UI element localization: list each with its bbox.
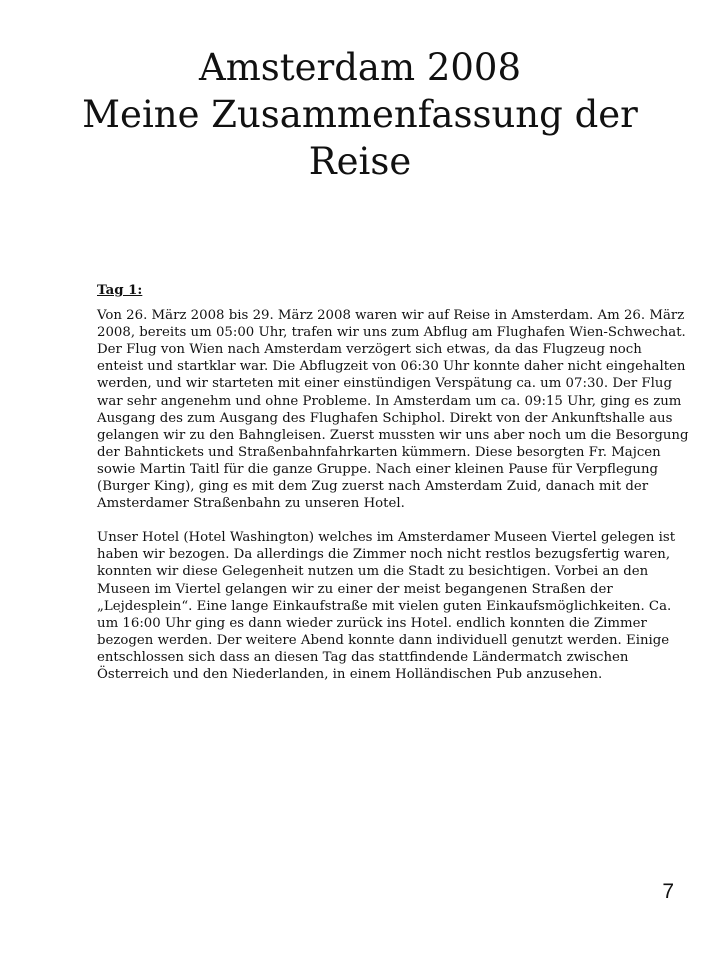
section-heading: Tag 1: bbox=[97, 283, 143, 298]
document-title bbox=[0, 44, 720, 185]
paragraph-1: Von 26. März 2008 bis 29. März 2008 waren wir auf Reise in Amsterdam. Am 26. März 2008, bereits um 05:00 Uhr, trafen wir uns zum Abflug am Flughafen Wien-Schwechat. Der Flug von Wien nach Amsterdam verzögert sich etwas, da das Flugzeug noch enteist und startklar war. Die Abflugzeit von 06:30 Uhr konnte daher nicht eingehalten werden, und wir starteten mit einer einstündigen Verspätung ca. um 07:30. Der Flug war sehr angenehm und ohne Probleme. In Amsterdam um ca. 09:15 Uhr, ging es zum Ausgang des zum Ausgang des Flughafen Schiphol. Direkt von der Ankunftshalle aus gelangen wir zu den Bahngleisen. Zuerst mussten wir uns aber noch um die Besorgung der Bahntickets und Straßenbahnfahrkarten kümmern. Diese besorgten Fr. Majcen sowie Martin Taitl für die ganze Gruppe. Nach einer kleinen Pause für Verpflegung (Burger King), ging es mit dem Zug zuerst nach Amsterdam Zuid, danach mit der Amsterdamer Straßenbahn zu unseren Hotel. bbox=[97, 308, 689, 512]
page-number: 7 bbox=[662, 880, 674, 903]
title-line-2: Meine Zusammenfassung der bbox=[82, 93, 638, 136]
title-line-3: Reise bbox=[308, 140, 412, 183]
title-line-1: Amsterdam 2008 bbox=[199, 46, 521, 89]
paragraph-2: Unser Hotel (Hotel Washington) welches im Amsterdamer Museen Viertel gelegen ist haben wir bezogen. Da allerdings die Zimmer noch nicht restlos bezugsfertig waren, konnten wir diese Gelegenheit nutzen um die Stadt zu besichtigen. Vorbei an den Museen im Viertel gelangen wir zu einer der meist begangenen Straßen der „Lejdesplein“. Eine lange Einkaufstraße mit vielen guten Einkaufsmöglichkeiten. Ca. um 16:00 Uhr ging es dann wieder zurück ins Hotel. endlich konnten die Zimmer bezogen werden. Der weitere Abend konnte dann individuell genutzt werden. Einige entschlossen sich dass an diesen Tag das stattfindende Ländermatch zwischen Österreich und den Niederlanden, in einem Holländischen Pub anzusehen. bbox=[97, 530, 676, 682]
document-body bbox=[97, 282, 692, 700]
